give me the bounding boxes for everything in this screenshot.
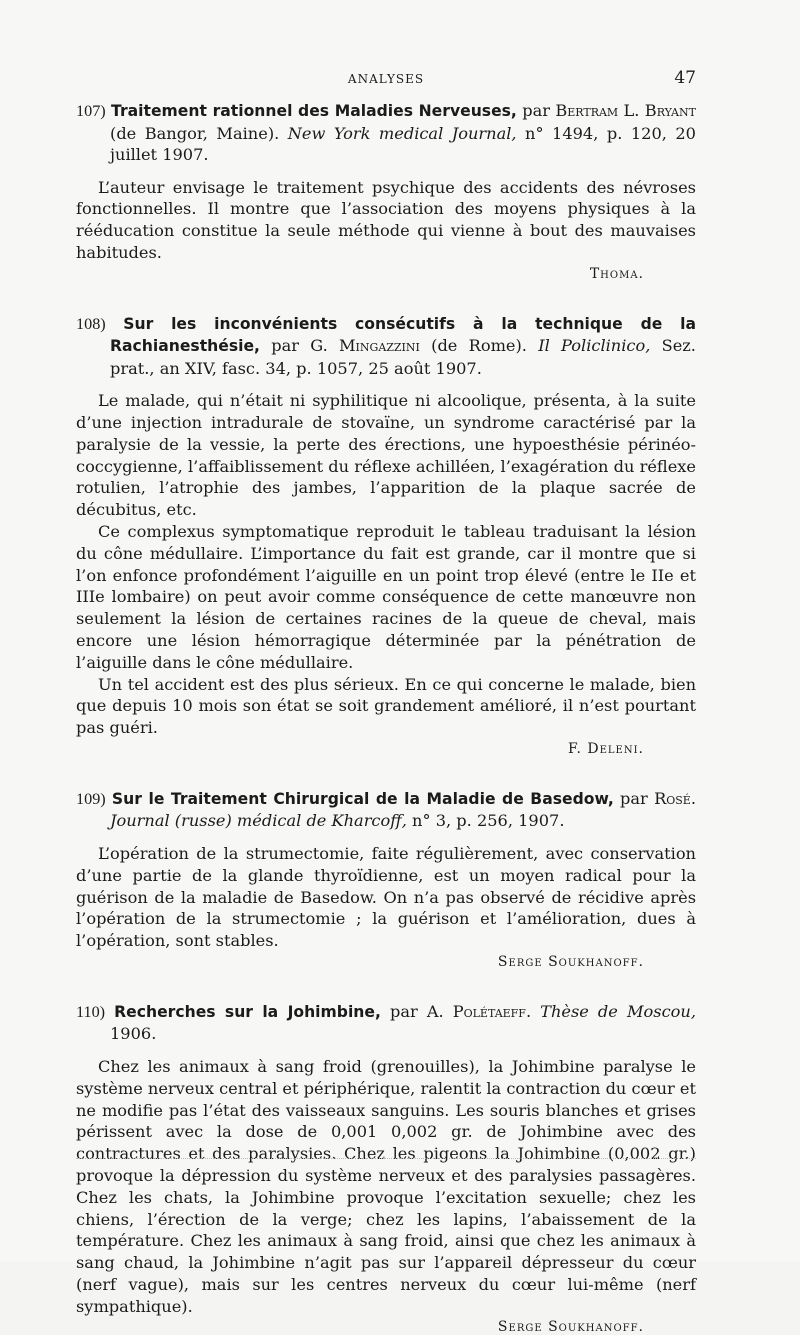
entry-paragraph: Le malade, qui n’était ni syphilitique ni alcoolique, présenta, à la suite d’une injection intradurale de stovaïne, un syndrome caractérisé par la paralysie de la vessie, la perte des érections, une hypoesthésie périnéo-coccygienne, l’affaiblissement du réflexe achilléen, l’exagération du réflexe rotulien, l’atrophie des jambes, l’apparition de la plaque sacrée de décubitus, etc. bbox=[76, 391, 696, 520]
by-word: par bbox=[389, 1001, 418, 1021]
entry-paragraph: L’opération de la strumectomie, faite régulièrement, avec conservation d’une partie de la glande thyroïdienne, est un moyen radical pour la guérison de la maladie de Basedow. On n’a pas observé de récidive après l’opération de la strumectomie ; la guérison et l’amélioration, dues à l’opération, sont stables. bbox=[76, 843, 696, 951]
entry-journal: Il Policlinico, bbox=[538, 336, 651, 356]
entry-journal: Thèse de Moscou, bbox=[540, 1001, 696, 1021]
entry-signature: Serge Soukhanoff. bbox=[497, 1319, 644, 1335]
entry-author: A. Polétaeff. bbox=[426, 1001, 532, 1021]
entry-details: n° 1494, p. 120, 20 juillet 1907. bbox=[110, 123, 696, 164]
entry-body bbox=[76, 390, 696, 739]
entry-title: Recherches sur la Johimbine, bbox=[114, 1002, 381, 1021]
entry-author: Rosé. bbox=[654, 788, 696, 808]
entry-journal: Journal (russe) médical de Kharcoff, bbox=[110, 811, 407, 831]
by-word: par bbox=[522, 101, 550, 120]
entry-body bbox=[76, 1056, 696, 1318]
entry-paragraph: Un tel accident est des plus sérieux. En ce qui concerne le malade, bien que depuis 10 mois son état se soit grandement amélioré, il n’est pourtant pas guéri. bbox=[76, 674, 696, 738]
entry-signature: Serge Soukhanoff. bbox=[497, 953, 644, 970]
running-head bbox=[76, 68, 696, 92]
entry-heading bbox=[76, 313, 696, 380]
abstract-entry-110 bbox=[76, 1001, 696, 1335]
entry-heading bbox=[76, 788, 696, 832]
running-title: ANALYSES bbox=[347, 72, 425, 86]
entry-citation: (de Bangor, Maine). bbox=[110, 123, 280, 143]
entry-author: G. Mingazzini bbox=[310, 336, 420, 356]
abstract-entry-109 bbox=[76, 788, 696, 970]
entry-heading bbox=[76, 1001, 696, 1045]
page-number: 47 bbox=[674, 68, 696, 88]
entry-body bbox=[76, 177, 696, 264]
entry-paragraph: Ce complexus symptomatique reproduit le tableau traduisant la lésion du cône médullaire. L’importance du fait est grande, car il montre que si l’on enfonce profondément l’aiguille en un point trop élevé (entre le IIe et IIIe lombaire) on peut avoir comme conséquence de cette manœuvre non seulement la lésion de certaines racines de la queue de cheval, mais encore une lésion hémorragique déterminée par la pénétration de l’aiguille dans le cône médullaire. bbox=[76, 521, 696, 672]
bottom-rule bbox=[76, 1158, 696, 1159]
entry-details: n° 3, p. 256, 1907. bbox=[412, 811, 565, 831]
entry-number: 110) bbox=[76, 1002, 106, 1021]
entry-number: 107) bbox=[76, 102, 106, 120]
entry-details: 1906. bbox=[110, 1024, 157, 1044]
entry-journal: New York medical Journal, bbox=[287, 123, 517, 143]
abstract-entry-107 bbox=[76, 100, 696, 282]
article-column bbox=[76, 100, 696, 1335]
entry-paragraph: Chez les animaux à sang froid (grenouilles), la Johimbine paralyse le système nerveux central et périphérique, ralentit la contraction du cœur et ne modifie pas l’état des vaisseaux sanguins. Les souris blanches et grises périssent avec la dose de 0,001 0,002 gr. de Johimbine avec des contractures et des paralysies. Chez les pigeons la Johimbine (0,002 gr.) provoque la dépression du système nerveux et des paralysies passagères. Chez les chats, la Johimbine provoque l’excitation sexuelle; chez les chiens, l’érection de la verge; chez les lapins, l’abaissement de la température. Chez les animaux à sang froid, ainsi que chez les animaux à sang chaud, la Johimbine n’agit pas sur l’appareil dépresseur du cœur (nerf vague), mais sur les centres nerveux du cœur lui-même (nerf sympathique). bbox=[76, 1056, 696, 1316]
entry-signature: Thoma. bbox=[589, 265, 644, 282]
abstract-entry-108 bbox=[76, 313, 696, 757]
entry-title: Sur les inconvénients consécutifs à la technique de la Rachianesthésie, bbox=[110, 314, 697, 356]
entry-details: Sez. prat., an XIV, fasc. 34, p. 1057, 25 août 1907. bbox=[110, 336, 696, 378]
entry-signature: F. Deleni. bbox=[567, 740, 644, 757]
entry-paragraph: L’auteur envisage le traitement psychique des accidents des névroses fonctionnelles. Il montre que l’association des moyens physiques à la rééducation constitue la seule méthode qui vienne à bout des mauvaises habitudes. bbox=[76, 177, 696, 262]
entry-title: Traitement rationnel des Maladies Nerveuses, bbox=[111, 102, 517, 120]
entry-body bbox=[76, 843, 696, 952]
entry-number: 109) bbox=[76, 789, 106, 808]
entry-number: 108) bbox=[76, 314, 106, 333]
entry-citation: (de Rome). bbox=[431, 336, 527, 356]
by-word: par bbox=[620, 788, 648, 808]
by-word: par bbox=[271, 336, 299, 356]
entry-heading bbox=[76, 100, 696, 166]
entry-title: Sur le Traitement Chirurgical de la Maladie de Basedow, bbox=[111, 789, 614, 808]
entry-author: Bertram L. Bryant bbox=[555, 101, 696, 120]
